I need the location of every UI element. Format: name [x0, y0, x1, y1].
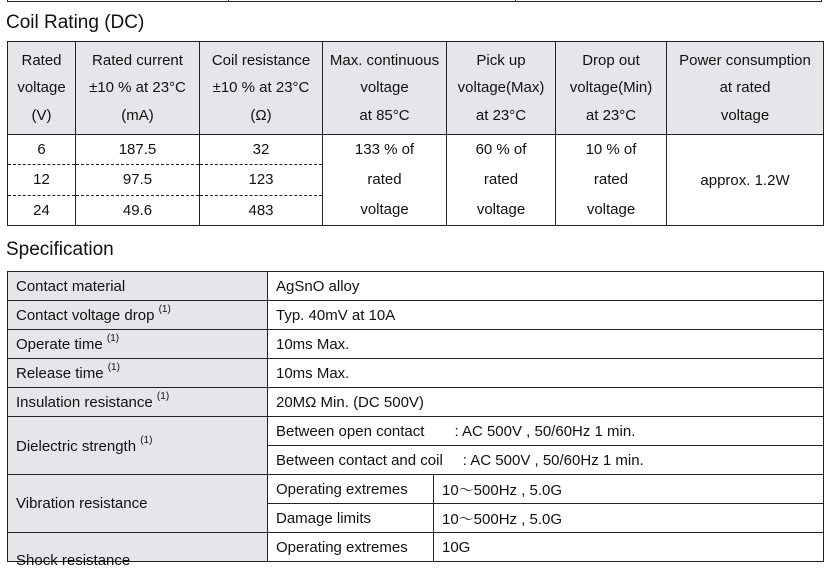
footnote-ref: (1): [158, 304, 171, 315]
spec-sub-label: Damage limits: [268, 504, 434, 533]
cell-drop-out: 10 % of rated voltage: [556, 135, 667, 226]
header-max-continuous-voltage: Max. continuous voltage at 85°C: [323, 42, 447, 135]
spec-label: Insulation resistance $^{(1)}$: [8, 388, 268, 417]
spec-sub-value: 10～500Hz , 5.0G: [434, 475, 824, 504]
cell-current: 187.5: [76, 135, 200, 165]
header-rated-voltage: Rated voltage (V): [8, 42, 76, 135]
spec-label: Operate time $^{(1)}$: [8, 330, 268, 359]
cell-voltage: 12: [8, 165, 76, 195]
spec-label: Contact material: [8, 272, 268, 301]
cell-pick-up: 60 % of rated voltage: [447, 135, 556, 226]
specification-title: Specification: [6, 239, 114, 260]
spec-row-insulation-resistance: [8, 388, 824, 417]
cell-voltage: 6: [8, 135, 76, 165]
header-coil-resistance: Coil resistance ±10 % at 23°C (Ω): [200, 42, 323, 135]
spec-value: AgSnO alloy: [268, 272, 824, 301]
spec-row-operate-time: [8, 330, 824, 359]
spec-sub-label: Operating extremes: [268, 533, 434, 562]
specification-table: [7, 271, 824, 569]
spec-label: Dielectric strength $^{(1)}$: [8, 417, 268, 475]
cell-power-consumption: approx. 1.2W: [667, 135, 824, 226]
spec-sub-value: 10～500Hz , 5.0G: [434, 504, 824, 533]
coil-row-6v: [8, 135, 824, 165]
spec-sub-value: Between open contact : AC 500V , 50/60Hz 1 min.: [268, 417, 824, 446]
cell-resistance: 32: [200, 135, 323, 165]
spec-sub-label: Operating extremes: [268, 475, 434, 504]
spec-value: Typ. 40mV at 10A: [268, 301, 824, 330]
footnote-ref: (1): [156, 391, 170, 402]
spec-sub-value: 10G: [434, 533, 824, 562]
spec-sub-value: Between contact and coil : AC 500V , 50/60Hz 1 min.: [268, 446, 824, 475]
spec-row-release-time: [8, 359, 824, 388]
spec-row-vibration-resistance: [8, 475, 824, 504]
header-power-consumption: Power consumption at rated voltage: [667, 42, 824, 135]
spec-value: 20MΩ Min. (DC 500V): [268, 388, 824, 417]
cell-resistance: 483: [200, 195, 323, 225]
spec-label: Vibration resistance: [8, 475, 268, 533]
spec-value: 10ms Max.: [268, 359, 824, 388]
coil-header-row: [8, 42, 824, 135]
footnote-ref: (1): [140, 434, 153, 446]
spec-row-shock-resistance: [8, 533, 824, 562]
previous-table-fragment: [7, 0, 822, 2]
spec-row-contact-material: [8, 272, 824, 301]
cell-resistance: 123: [200, 165, 323, 195]
header-pick-up-voltage: Pick up voltage(Max) at 23°C: [447, 42, 556, 135]
cell-current: 49.6: [76, 195, 200, 225]
header-rated-current: Rated current ±10 % at 23°C (mA): [76, 42, 200, 135]
header-drop-out-voltage: Drop out voltage(Min) at 23°C: [556, 42, 667, 135]
cell-voltage: 24: [8, 195, 76, 225]
spec-label: Release time $^{(1)}$: [8, 359, 268, 388]
cell-max-continuous: 133 % of rated voltage: [323, 135, 447, 226]
spec-label: Shock resistance: [8, 533, 268, 562]
coil-rating-title: Coil Rating (DC): [6, 12, 145, 33]
coil-rating-table: [7, 41, 824, 226]
spec-value: 10ms Max.: [268, 330, 824, 359]
footnote-ref: (1): [106, 333, 120, 344]
spec-row-dielectric-strength: [8, 417, 824, 446]
footnote-ref: (1): [107, 362, 120, 373]
cell-current: 97.5: [76, 165, 200, 195]
spec-row-contact-voltage-drop: [8, 301, 824, 330]
spec-label: Contact voltage drop $^{(1)}$: [8, 301, 268, 330]
